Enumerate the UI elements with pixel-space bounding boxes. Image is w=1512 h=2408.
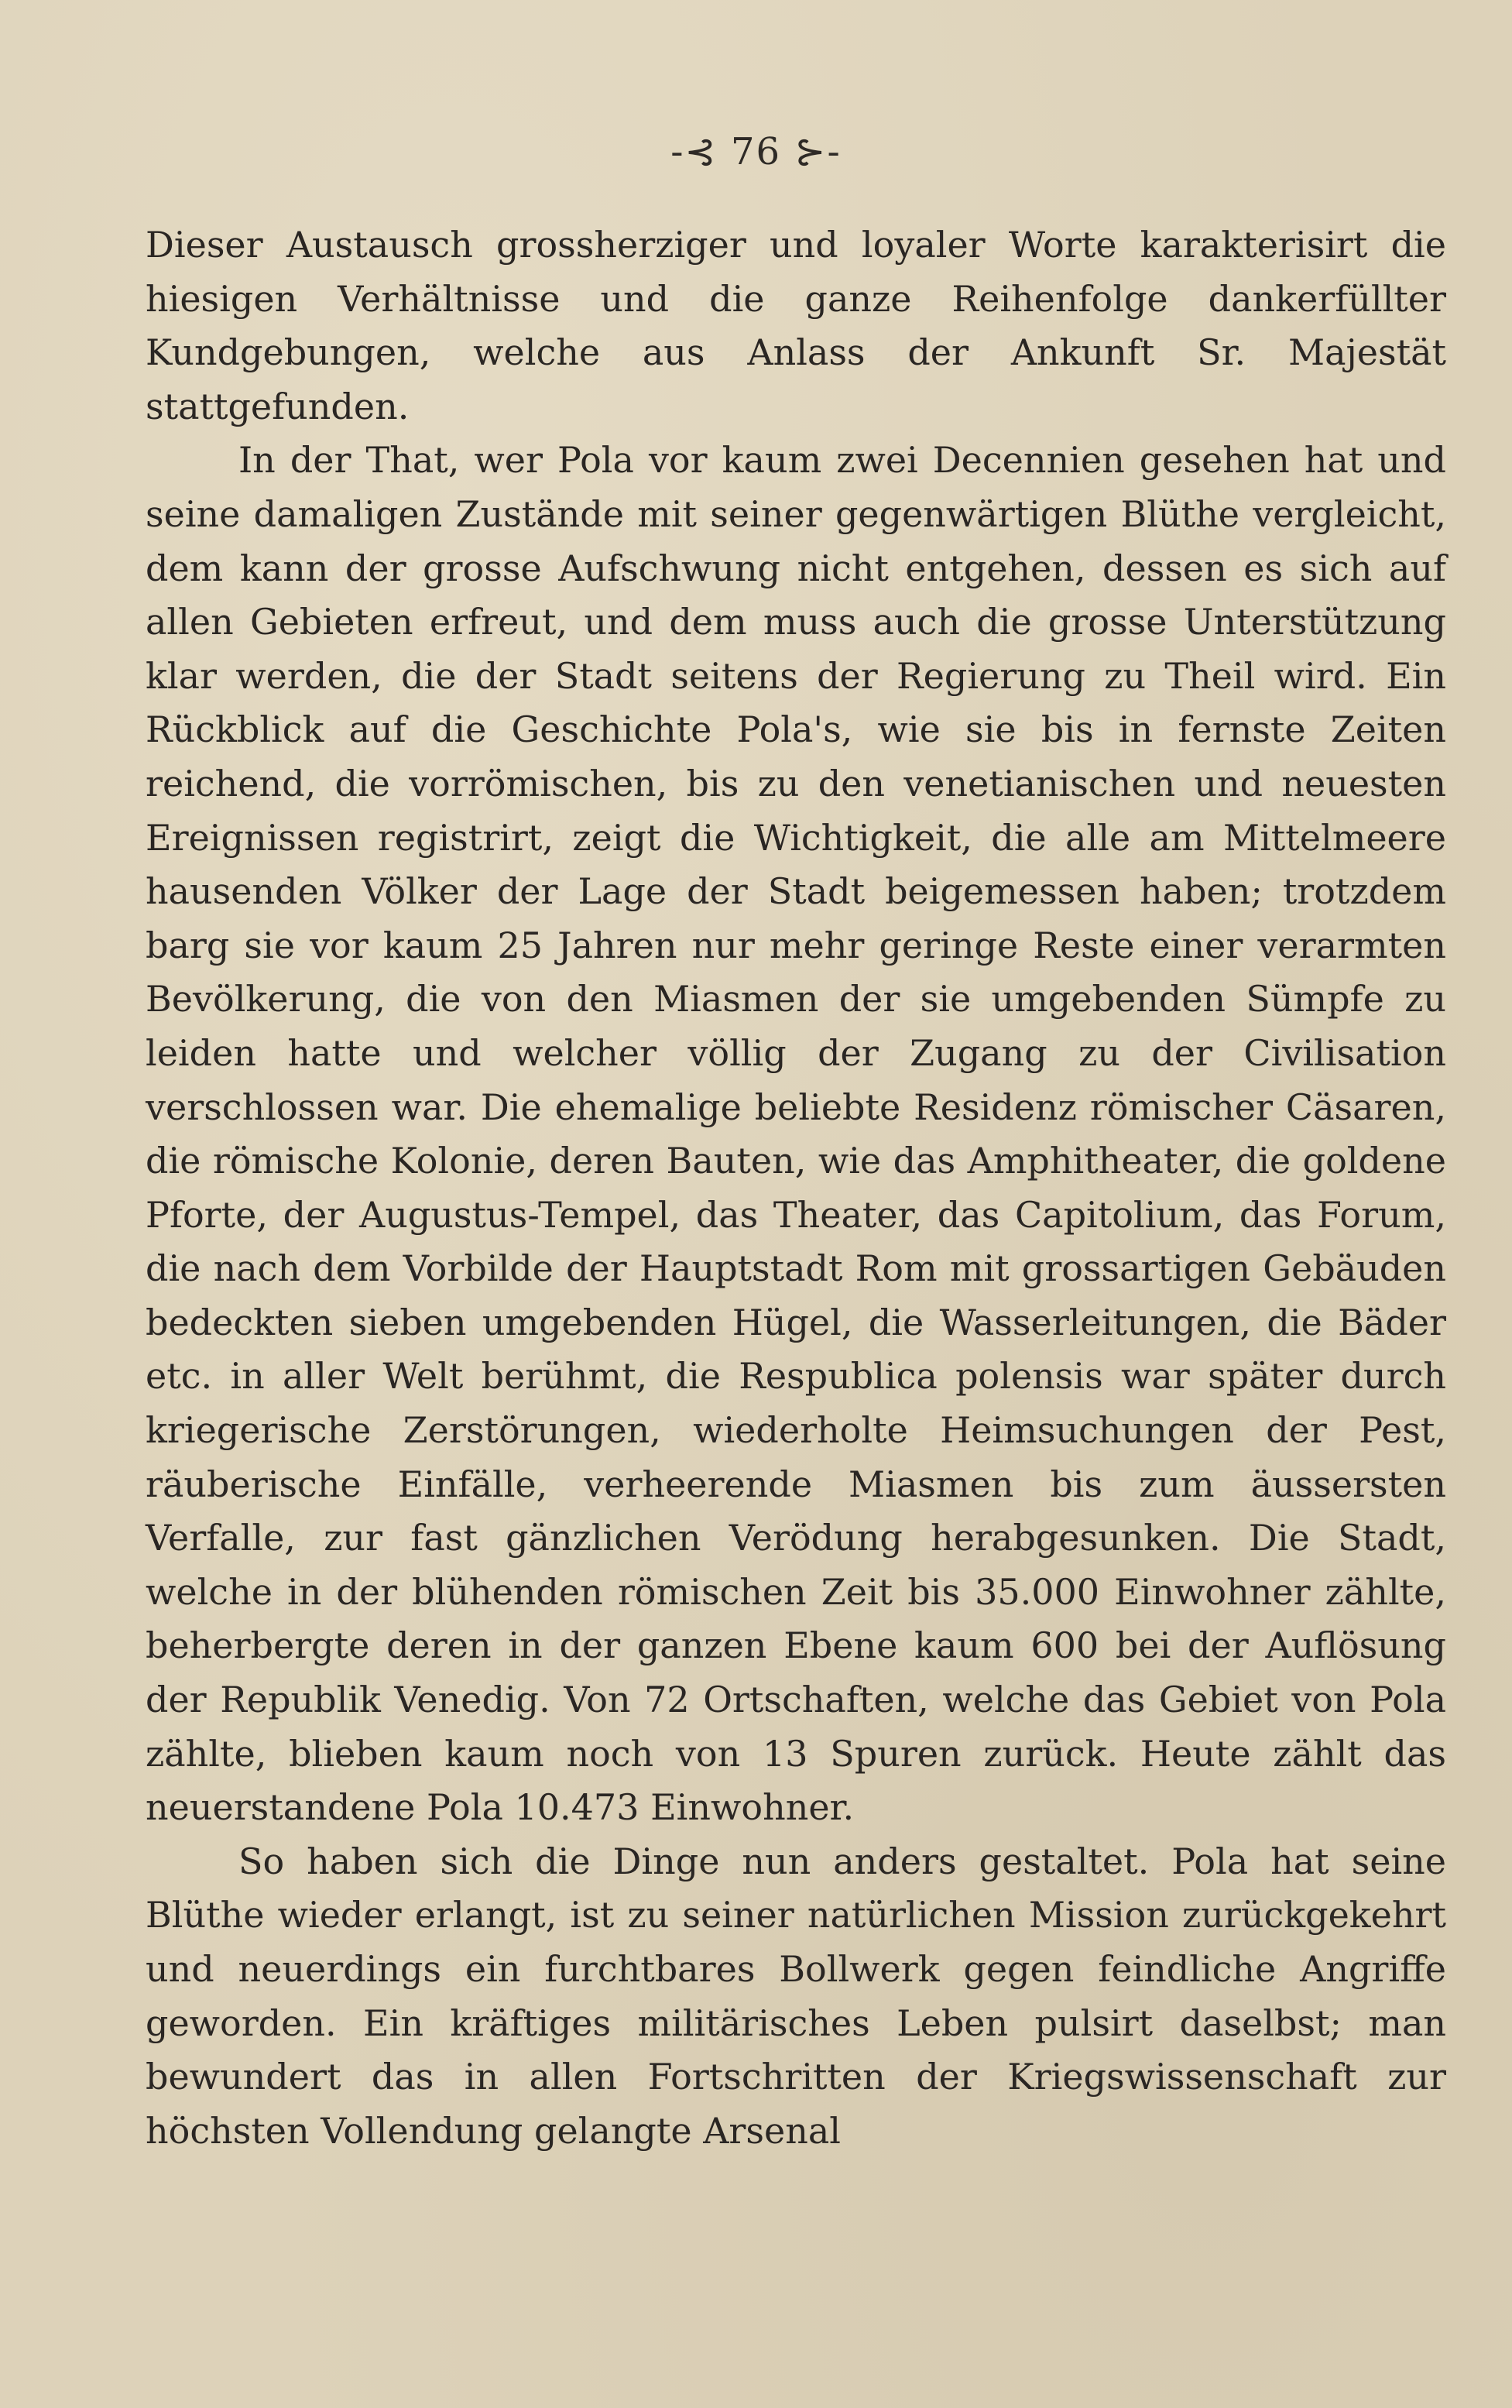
paragraph-2: In der That, wer Pola vor kaum zwei Decennien gesehen hat und seine damaligen Zustände mit seiner gegenwärtigen Blüthe vergleicht, dem kann der grosse Aufschwung nicht entgehen, dessen es sich auf allen Gebieten erfreut, und dem muss auch die grosse Unterstützung klar werden, die der Stadt seitens der Regierung zu Theil wird. Ein Rückblick auf die Geschichte Pola's, wie sie bis in fernste Zeiten reichend, die vorrömischen, bis zu den venetianischen und neuesten Ereignissen registrirt, zeigt die Wichtigkeit, die alle am Mittelmeere hausenden Völker der Lage der Stadt beigemessen haben; trotzdem barg sie vor kaum 25 Jahren nur mehr geringe Reste einer verarmten Bevölkerung, die von den Miasmen der sie umgebenden Sümpfe zu leiden hatte und welcher völlig der Zugang zu der Civilisation verschlossen war. Die ehemalige beliebte Residenz römischer Cäsaren, die römische Kolonie, deren Bauten, wie das Amphitheater, die goldene Pforte, der Augustus-Tempel, das Theater, das Capitolium, das Forum, die nach dem Vorbilde der Hauptstadt Rom mit grossartigen Gebäuden bedeckten sieben umgebenden Hügel, die Wasserleitungen, die Bäder etc. in aller Welt berühmt, die Respublica polensis war später durch kriegerische Zerstörungen, wiederholte Heimsuchungen der Pest, räuberische Einfälle, verheerende Miasmen bis zum äussersten Verfalle, zur fast gänzlichen Verödung herabgesunken. Die Stadt, welche in der blühenden römischen Zeit bis 35.000 Einwohner zählte, beherbergte deren in der ganzen Ebene kaum 600 bei der Auflösung der Republik Venedig. Von 72 Ortschaften, welche das Gebiet von Pola zählte, blieben kaum noch von 13 Spuren zurück. Heute zählt das neuerstandene Pola 10.473 Einwohner. bbox=[146, 439, 1446, 1829]
body-text bbox=[146, 218, 1446, 2158]
page-number: -⊰ 76 ⊱- bbox=[670, 130, 842, 173]
paragraph-3: So haben sich die Dinge nun anders gestaltet. Pola hat seine Blüthe wieder erlangt, ist zu seiner natürlichen Mission zurückgekehrt und neuerdings ein furchtbares Bollwerk gegen feindliche Angriffe geworden. Ein kräftiges militärisches Leben pulsirt daselbst; man bewundert das in allen Fortschritten der Kriegswissenschaft zur höchsten Vollendung gelangte Arsenal bbox=[146, 1840, 1446, 2152]
paragraph-1: Dieser Austausch grossherziger und loyaler Worte karakterisirt die hiesigen Verhältnisse und die ganze Reihenfolge dankerfüllter Kundgebungen, welche aus Anlass der Ankunft Sr. Majestät stattgefunden. bbox=[146, 224, 1446, 427]
